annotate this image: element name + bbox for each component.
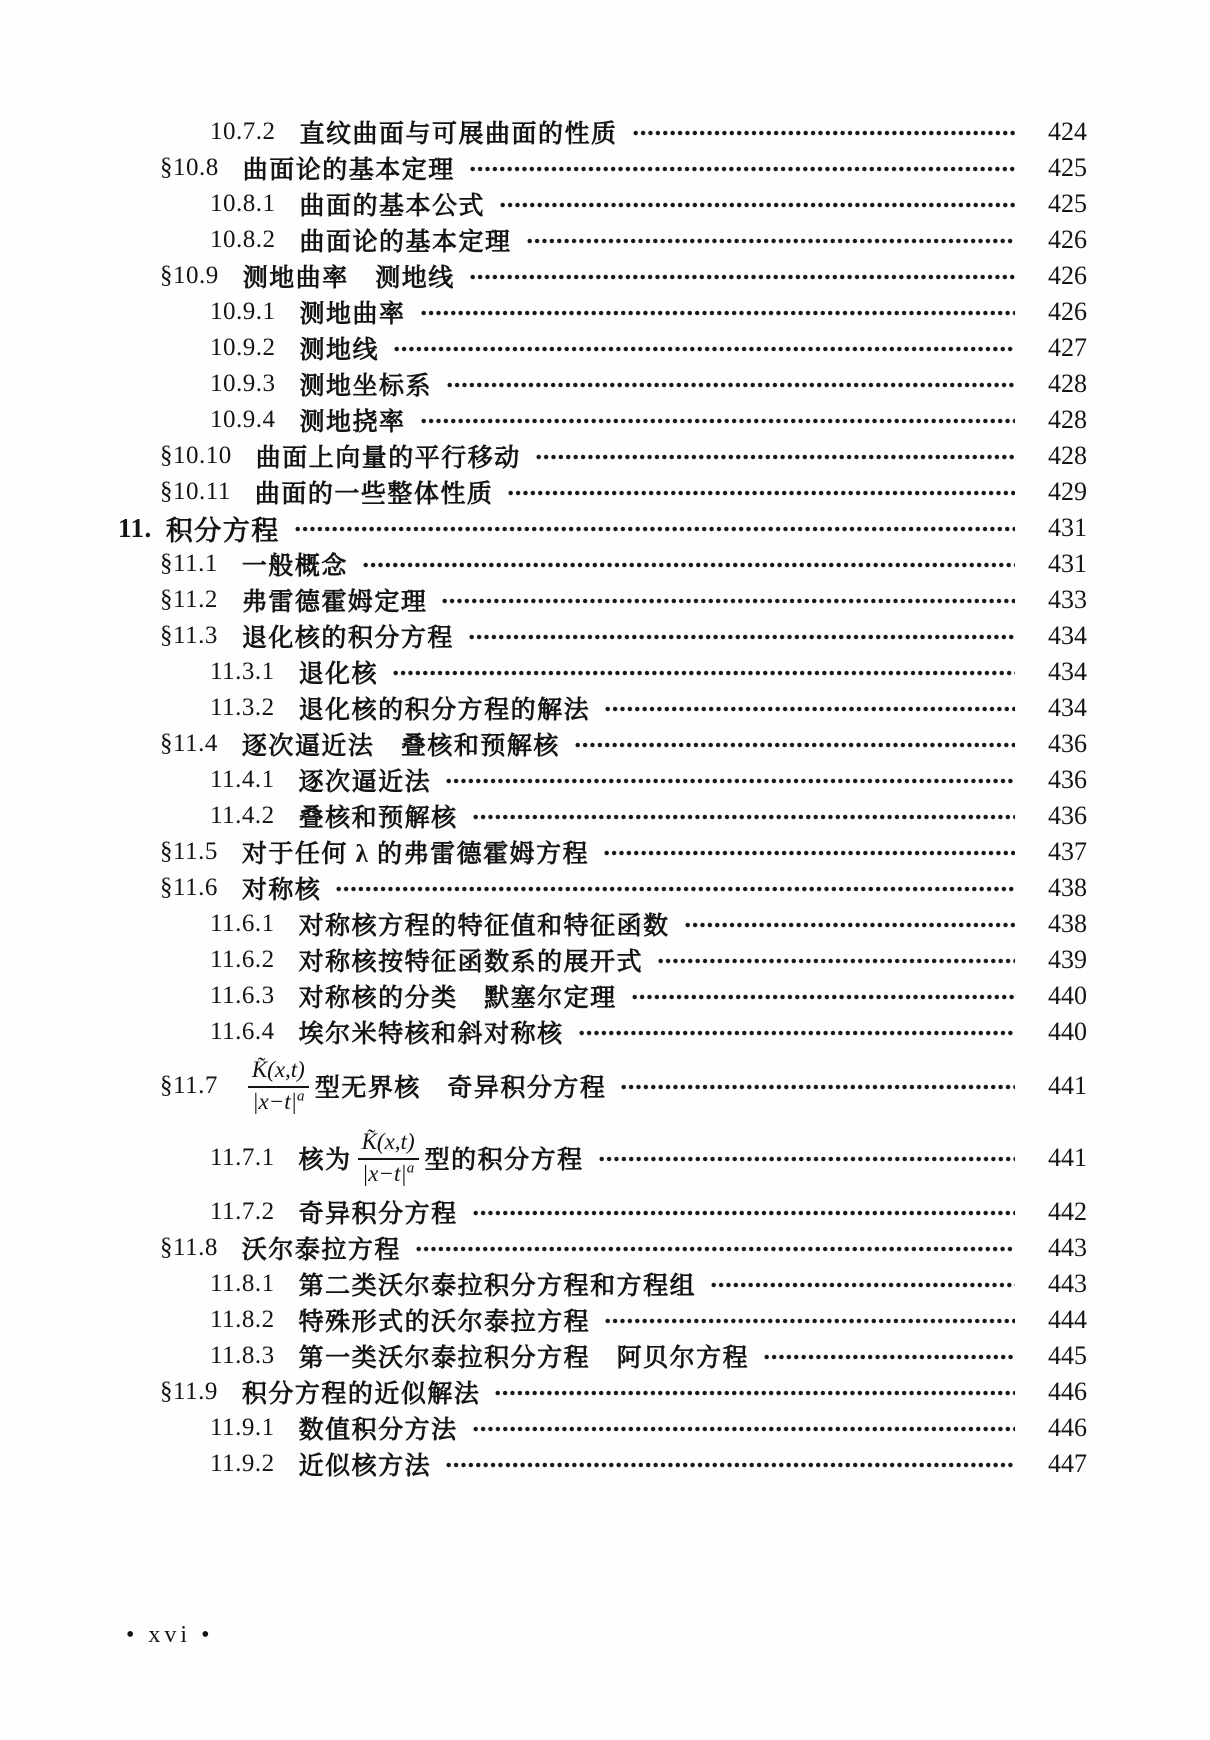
toc-entry bbox=[118, 1410, 1087, 1446]
entry-number: 10.8.2 bbox=[210, 226, 276, 253]
dot-leader bbox=[603, 846, 1015, 860]
entry-title: 弗雷德霍姆定理 bbox=[241, 589, 428, 616]
entry-title: 测地曲率 bbox=[299, 301, 406, 328]
fraction-suffix: 型的积分方程 bbox=[424, 1147, 584, 1174]
dot-leader bbox=[472, 810, 1015, 824]
entry-number: §10.11 bbox=[160, 478, 231, 505]
dot-leader bbox=[494, 1386, 1015, 1400]
toc-entry bbox=[118, 402, 1087, 438]
entry-number: 10.9.4 bbox=[210, 406, 276, 433]
entry-title: 测地挠率 bbox=[299, 409, 406, 436]
page-number: 436 bbox=[1048, 801, 1087, 830]
entry-number: 11.8.3 bbox=[210, 1342, 275, 1369]
fraction-denominator: $|x-t|^a$ bbox=[252, 1087, 305, 1114]
page-number: 428 bbox=[1048, 369, 1087, 398]
entry-title: 曲面论的基本定理 bbox=[242, 157, 455, 184]
entry-title: 对于任何 λ 的弗雷德霍姆方程 bbox=[241, 841, 590, 868]
page-number: 431 bbox=[1048, 513, 1087, 542]
dot-leader bbox=[507, 486, 1015, 500]
toc-entry bbox=[118, 1446, 1087, 1482]
entry-number: §11.8 bbox=[160, 1234, 218, 1261]
dot-leader bbox=[574, 738, 1015, 752]
dot-leader bbox=[420, 306, 1015, 320]
toc-entry bbox=[118, 690, 1087, 726]
dot-leader bbox=[684, 918, 1015, 932]
toc-entry bbox=[118, 1266, 1087, 1302]
page-number: 440 bbox=[1048, 981, 1087, 1010]
page-footer: • xvi • bbox=[126, 1622, 214, 1648]
page-number: 434 bbox=[1048, 657, 1087, 686]
dot-leader bbox=[294, 522, 1015, 536]
page-number: 442 bbox=[1048, 1197, 1087, 1226]
toc-entry bbox=[118, 150, 1087, 186]
page-number: 431 bbox=[1048, 549, 1087, 578]
entry-number: 11.9.1 bbox=[210, 1414, 275, 1441]
toc-entry bbox=[118, 906, 1087, 942]
entry-title: 曲面的一些整体性质 bbox=[254, 481, 494, 508]
toc-entry bbox=[118, 654, 1087, 690]
page-number: 427 bbox=[1048, 333, 1087, 362]
entry-number: 10.9.3 bbox=[210, 370, 276, 397]
page-number: 441 bbox=[1048, 1143, 1087, 1172]
page-number: 426 bbox=[1048, 261, 1087, 290]
entry-number: 11.8.1 bbox=[210, 1270, 275, 1297]
page-number: 425 bbox=[1048, 153, 1087, 182]
page-number: 428 bbox=[1048, 405, 1087, 434]
dot-leader bbox=[472, 1206, 1015, 1220]
entry-number: §11.3 bbox=[160, 622, 218, 649]
entry-number: 11. bbox=[118, 512, 152, 543]
entry-number: §11.5 bbox=[160, 838, 218, 865]
entry-title: 第二类沃尔泰拉积分方程和方程组 bbox=[298, 1273, 697, 1300]
entry-number: §10.10 bbox=[160, 442, 232, 469]
page-number: 445 bbox=[1048, 1341, 1087, 1370]
toc-entry bbox=[118, 1050, 1087, 1122]
entry-number: 11.6.3 bbox=[210, 982, 275, 1009]
toc-entry bbox=[118, 186, 1087, 222]
entry-title: 第一类沃尔泰拉积分方程 阿贝尔方程 bbox=[298, 1345, 750, 1372]
toc-entry bbox=[118, 438, 1087, 474]
fraction bbox=[248, 1057, 309, 1115]
toc-entry bbox=[118, 474, 1087, 510]
page-number: 436 bbox=[1048, 729, 1087, 758]
page-number: 444 bbox=[1048, 1305, 1087, 1334]
entry-title: 逐次逼近法 bbox=[298, 769, 432, 796]
dot-leader bbox=[469, 270, 1015, 284]
entry-title: 近似核方法 bbox=[298, 1453, 432, 1480]
dot-leader bbox=[472, 1422, 1015, 1436]
entry-title: 对称核方程的特征值和特征函数 bbox=[298, 913, 670, 940]
entry-title: 测地曲率 测地线 bbox=[242, 265, 455, 292]
page-number: 446 bbox=[1048, 1377, 1087, 1406]
entry-title: 逐次逼近法 叠核和预解核 bbox=[241, 733, 560, 760]
entry-title: 退化核的积分方程 bbox=[241, 625, 454, 652]
dot-leader bbox=[335, 882, 1015, 896]
entry-title: 数值积分方法 bbox=[298, 1417, 458, 1444]
dot-leader bbox=[657, 954, 1015, 968]
entry-number: §11.2 bbox=[160, 586, 218, 613]
dot-leader bbox=[445, 1458, 1015, 1472]
toc-entry bbox=[118, 798, 1087, 834]
dot-leader bbox=[604, 702, 1015, 716]
toc-entry bbox=[118, 1338, 1087, 1374]
toc-entry bbox=[118, 1230, 1087, 1266]
entry-number: 11.3.2 bbox=[210, 694, 275, 721]
entry-title: 对称核的分类 默塞尔定理 bbox=[298, 985, 617, 1012]
entry-title: 对称核按特征函数系的展开式 bbox=[298, 949, 644, 976]
page-number: 441 bbox=[1048, 1071, 1087, 1100]
entry-number: 11.7.1 bbox=[210, 1144, 275, 1171]
page-number: 439 bbox=[1048, 945, 1087, 974]
dot-leader bbox=[598, 1152, 1015, 1166]
page-number: 437 bbox=[1048, 837, 1087, 866]
entry-number: 11.6.1 bbox=[210, 910, 275, 937]
entry-title bbox=[299, 1129, 584, 1187]
entry-number: §11.6 bbox=[160, 874, 218, 901]
entry-title: 曲面论的基本定理 bbox=[299, 229, 512, 256]
entry-number: §10.9 bbox=[160, 262, 219, 289]
entry-title: 退化核 bbox=[298, 661, 379, 688]
page-number: 426 bbox=[1048, 297, 1087, 326]
toc-entry bbox=[118, 330, 1087, 366]
page-number: 428 bbox=[1048, 441, 1087, 470]
toc-entry bbox=[118, 618, 1087, 654]
entry-title: 特殊形式的沃尔泰拉方程 bbox=[298, 1309, 591, 1336]
entry-number: 11.4.1 bbox=[210, 766, 275, 793]
fraction-denominator: $|x-t|^a$ bbox=[361, 1159, 415, 1186]
entry-number: §11.9 bbox=[160, 1378, 218, 1405]
entry-title: 沃尔泰拉方程 bbox=[241, 1237, 401, 1264]
dot-leader bbox=[620, 1080, 1015, 1094]
dot-leader bbox=[362, 558, 1015, 572]
page-number: 443 bbox=[1048, 1233, 1087, 1262]
page-number: 433 bbox=[1048, 585, 1087, 614]
page-number: 424 bbox=[1048, 117, 1087, 146]
entry-number: §11.4 bbox=[160, 730, 218, 757]
fraction bbox=[358, 1129, 419, 1187]
entry-number: 10.7.2 bbox=[210, 118, 276, 145]
page-number: 429 bbox=[1048, 477, 1087, 506]
page-number: 438 bbox=[1048, 873, 1087, 902]
fraction-numerator: K̃(x,t) bbox=[358, 1129, 419, 1159]
toc-entry bbox=[118, 114, 1087, 150]
toc-entry bbox=[118, 294, 1087, 330]
dot-leader bbox=[526, 234, 1015, 248]
dot-leader bbox=[578, 1026, 1015, 1040]
entry-title: 直纹曲面与可展曲面的性质 bbox=[299, 121, 618, 148]
dot-leader bbox=[710, 1278, 1015, 1292]
dot-leader bbox=[632, 126, 1015, 140]
entry-number: §11.1 bbox=[160, 550, 218, 577]
toc-entry bbox=[118, 366, 1087, 402]
entry-title: 曲面上向量的平行移动 bbox=[255, 445, 521, 472]
entry-title: 奇异积分方程 bbox=[298, 1201, 458, 1228]
dot-leader bbox=[446, 378, 1015, 392]
toc-entry bbox=[118, 978, 1087, 1014]
dot-leader bbox=[393, 342, 1015, 356]
entry-title: 一般概念 bbox=[241, 553, 348, 580]
dot-leader bbox=[445, 774, 1015, 788]
entry-number: 11.7.2 bbox=[210, 1198, 275, 1225]
toc-entry bbox=[118, 582, 1087, 618]
dot-leader bbox=[468, 630, 1015, 644]
entry-title: 积分方程 bbox=[165, 515, 280, 546]
dot-leader bbox=[420, 414, 1015, 428]
dot-leader bbox=[763, 1350, 1015, 1364]
page-number: 434 bbox=[1048, 693, 1087, 722]
entry-title: 埃尔米特核和斜对称核 bbox=[298, 1021, 564, 1048]
toc-entry bbox=[118, 726, 1087, 762]
entry-number: 11.8.2 bbox=[210, 1306, 275, 1333]
entry-number: 10.9.1 bbox=[210, 298, 276, 325]
entry-title: 积分方程的近似解法 bbox=[241, 1381, 481, 1408]
entry-number: 11.6.2 bbox=[210, 946, 275, 973]
page-number: 446 bbox=[1048, 1413, 1087, 1442]
toc-list bbox=[118, 114, 1087, 1482]
entry-title bbox=[242, 1057, 607, 1115]
page-number: 443 bbox=[1048, 1269, 1087, 1298]
dot-leader bbox=[469, 162, 1015, 176]
entry-title: 对称核 bbox=[241, 877, 322, 904]
toc-entry bbox=[118, 1374, 1087, 1410]
dot-leader bbox=[415, 1242, 1015, 1256]
page-number: 447 bbox=[1048, 1449, 1087, 1478]
toc-entry bbox=[118, 834, 1087, 870]
entry-number: 11.6.4 bbox=[210, 1018, 275, 1045]
toc-entry bbox=[118, 1302, 1087, 1338]
page-number: 425 bbox=[1048, 189, 1087, 218]
toc-entry bbox=[118, 870, 1087, 906]
fraction-exponent: a bbox=[296, 1087, 305, 1104]
entry-number: 10.8.1 bbox=[210, 190, 276, 217]
toc-entry bbox=[118, 1194, 1087, 1230]
page-number: 436 bbox=[1048, 765, 1087, 794]
toc-entry bbox=[118, 942, 1087, 978]
dot-leader bbox=[392, 666, 1015, 680]
toc-entry bbox=[118, 222, 1087, 258]
fraction-numerator: K̃(x,t) bbox=[248, 1057, 309, 1087]
fraction-exponent: a bbox=[406, 1159, 415, 1176]
page-number: 438 bbox=[1048, 909, 1087, 938]
toc-entry bbox=[118, 1122, 1087, 1194]
dot-leader bbox=[499, 198, 1015, 212]
toc-entry bbox=[118, 762, 1087, 798]
entry-number: 11.9.2 bbox=[210, 1450, 275, 1477]
toc-entry bbox=[118, 1014, 1087, 1050]
toc-entry bbox=[118, 258, 1087, 294]
fraction-suffix: 型无界核 奇异积分方程 bbox=[314, 1075, 607, 1102]
dot-leader bbox=[535, 450, 1015, 464]
dot-leader bbox=[604, 1314, 1015, 1328]
entry-title: 曲面的基本公式 bbox=[299, 193, 486, 220]
entry-number: 10.9.2 bbox=[210, 334, 276, 361]
page-number: 440 bbox=[1048, 1017, 1087, 1046]
entry-number: 11.4.2 bbox=[210, 802, 275, 829]
entry-number: §11.7 bbox=[160, 1072, 218, 1099]
dot-leader bbox=[441, 594, 1015, 608]
page-number: 426 bbox=[1048, 225, 1087, 254]
entry-title: 叠核和预解核 bbox=[298, 805, 458, 832]
page-number: 434 bbox=[1048, 621, 1087, 650]
entry-number: §10.8 bbox=[160, 154, 219, 181]
dot-leader bbox=[631, 990, 1015, 1004]
entry-number: 11.3.1 bbox=[210, 658, 275, 685]
toc-entry bbox=[118, 546, 1087, 582]
entry-title: 测地线 bbox=[299, 337, 380, 364]
entry-title: 测地坐标系 bbox=[299, 373, 433, 400]
toc-entry bbox=[118, 510, 1087, 546]
entry-title: 退化核的积分方程的解法 bbox=[298, 697, 591, 724]
fraction-prefix: 核为 bbox=[298, 1147, 352, 1174]
